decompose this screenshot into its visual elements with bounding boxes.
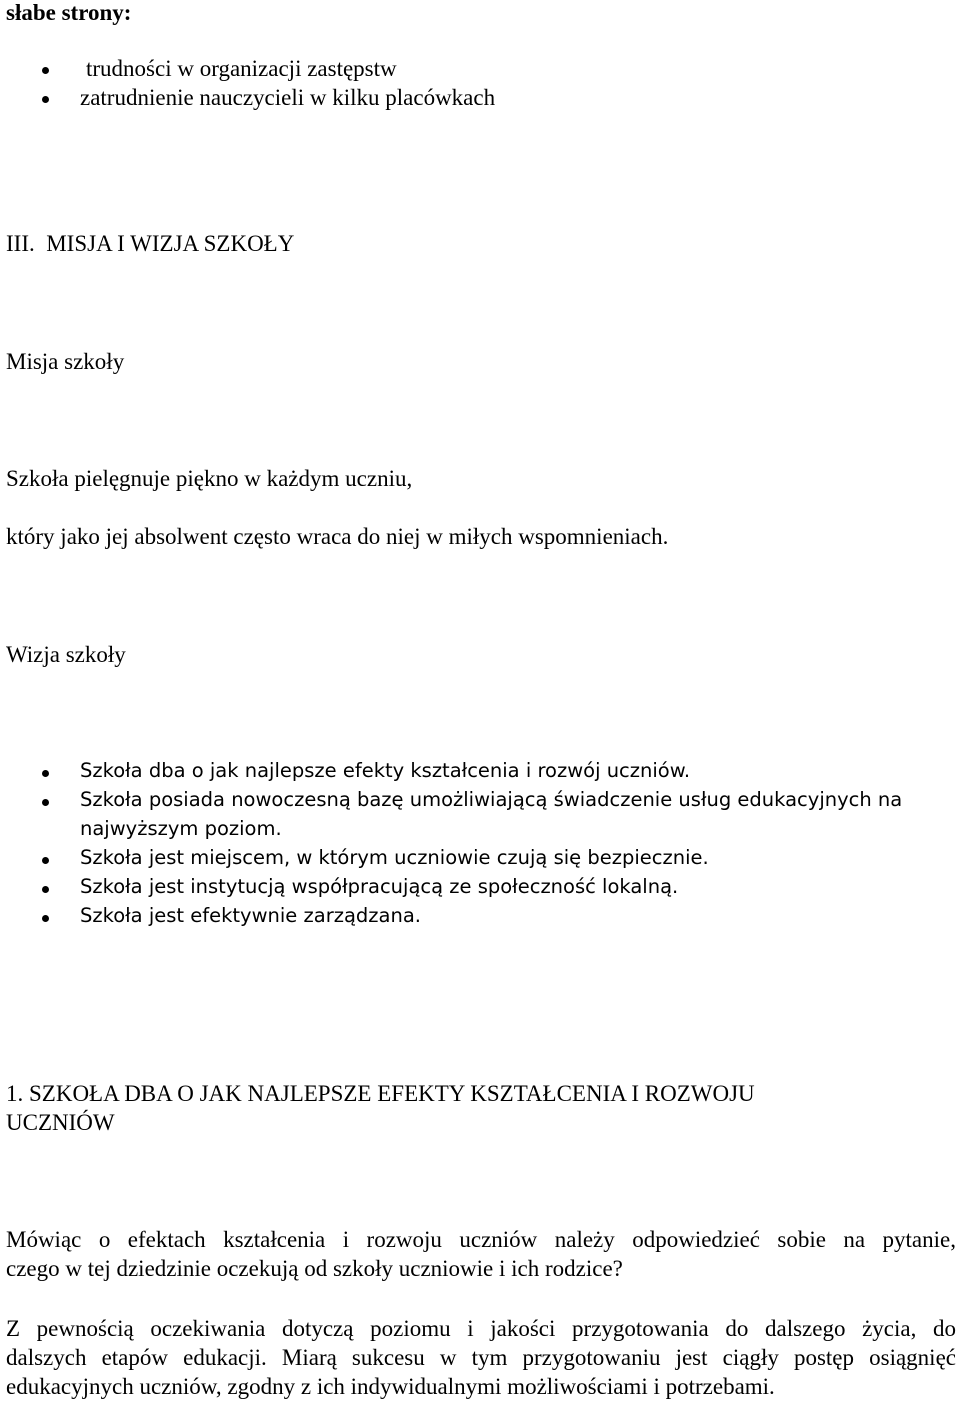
weaknesses-heading: słabe strony:	[6, 0, 132, 25]
mission-text-line: który jako jej absolwent często wraca do niej w miłych wspomnieniach.	[6, 524, 669, 549]
vision-item: Szkoła jest instytucją współpracującą ze społeczność lokalną.	[80, 875, 679, 898]
vision-item-continuation: najwyższym poziom.	[80, 817, 282, 840]
bullet-icon	[42, 67, 49, 74]
paragraph-line: dalszych etapów edukacji. Miarą sukcesu w tym przygotowaniu jest ciągły postęp osiągnięć	[6, 1345, 956, 1370]
paragraph-line: edukacyjnych uczniów, zgodny z ich indywidualnymi możliwościami i potrzebami.	[6, 1374, 775, 1399]
bullet-icon	[42, 770, 49, 777]
bullet-icon	[42, 96, 49, 103]
mission-heading: Misja szkoły	[6, 349, 125, 374]
bullet-icon	[42, 857, 49, 864]
bullet-icon	[42, 915, 49, 922]
weakness-item: zatrudnienie nauczycieli w kilku placówkach	[80, 85, 496, 110]
section-title-mission-vision: III. MISJA I WIZJA SZKOŁY	[6, 231, 295, 256]
paragraph-line: Z pewnością oczekiwania dotyczą poziomu i jakości przygotowania do dalszego życia, do	[6, 1316, 956, 1341]
vision-item: Szkoła posiada nowoczesną bazę umożliwiającą świadczenie usług edukacyjnych na	[80, 788, 903, 811]
paragraph-line: Mówiąc o efektach kształcenia i rozwoju uczniów należy odpowiedzieć sobie na pytanie,	[6, 1227, 956, 1252]
vision-item: Szkoła jest efektywnie zarządzana.	[80, 904, 421, 927]
section-title-line: UCZNIÓW	[6, 1110, 115, 1135]
vision-item: Szkoła jest miejscem, w którym uczniowie czują się bezpiecznie.	[80, 846, 709, 869]
weakness-item: trudności w organizacji zastępstw	[86, 56, 397, 81]
mission-text-line: Szkoła pielęgnuje piękno w każdym uczniu,	[6, 466, 413, 491]
bullet-icon	[42, 886, 49, 893]
bullet-icon	[42, 799, 49, 806]
paragraph-line: czego w tej dziedzinie oczekują od szkoły uczniowie i ich rodzice?	[6, 1256, 623, 1281]
vision-item: Szkoła dba o jak najlepsze efekty kształcenia i rozwój uczniów.	[80, 759, 691, 782]
vision-heading: Wizja szkoły	[6, 642, 126, 667]
section-title-line: 1. SZKOŁA DBA O JAK NAJLEPSZE EFEKTY KSZTAŁCENIA I ROZWOJU	[6, 1081, 755, 1106]
